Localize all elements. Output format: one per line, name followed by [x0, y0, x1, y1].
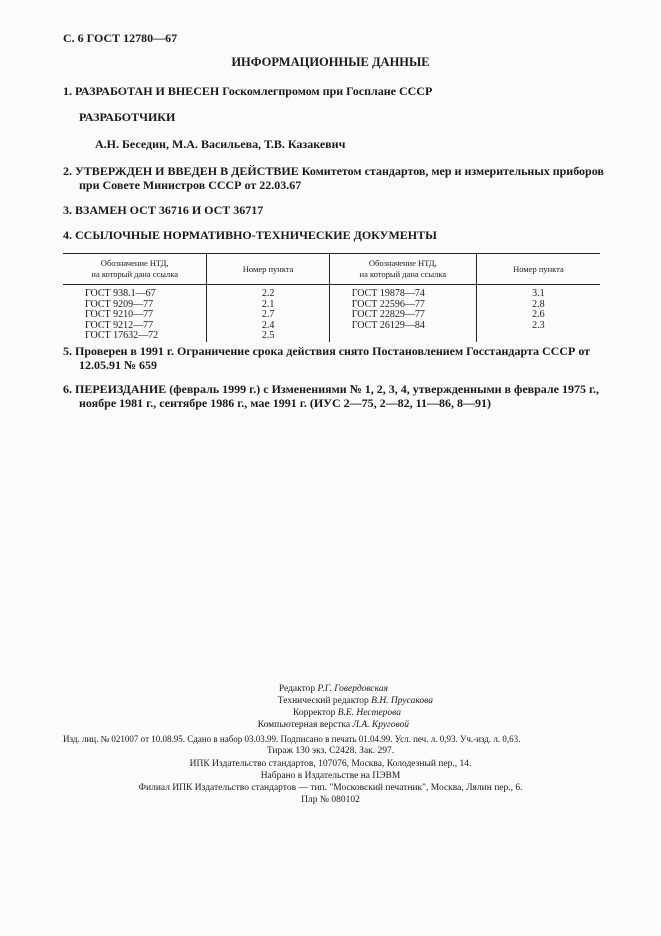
colophon-line5: Филиал ИПК Издательство стандартов — тип. "Московский печатник", Москва, Лялин пер., 6. [138, 783, 523, 793]
section-2 [63, 164, 604, 179]
table-header-doc-left-line2: на который дана ссылка [91, 269, 178, 279]
credit-tech-editor [278, 696, 433, 706]
table-col-items-left [207, 285, 329, 342]
table-cell: ГОСТ 19878—74 [351, 288, 425, 299]
colophon-line3: ИПК Издательство стандартов, 107076, Москва, Колодезный пер., 14. [189, 759, 472, 769]
section-4-number: 4. [63, 228, 72, 242]
colophon-line2: Тираж 130 экз. С2428. Зак. 297. [266, 746, 395, 756]
table-cell: ГОСТ 26129—84 [351, 319, 425, 331]
credit-name: В.Н. Прусакова [371, 696, 433, 706]
section-6-line2: ноябре 1981 г., сентябре 1986 г., мае 1991 г. (ИУС 2—75, 2—82, 11—86, 8—91) [79, 396, 491, 410]
table-col-items-right [476, 285, 600, 342]
table-cell: 2.6 [532, 309, 545, 320]
section-5-line1: Проверен в 1991 г. Ограничение срока действия снято Постановлением Госстандарта СССР от [75, 344, 591, 358]
table-header-item-right: Номер пункта [476, 254, 600, 285]
credit-name: Р.Г. Говердовская [317, 684, 388, 694]
table-col-docs-left [63, 285, 207, 342]
credit-editor [279, 684, 388, 694]
credit-role: Редактор [278, 684, 318, 694]
section-5-line2: 12.05.91 № 659 [79, 358, 158, 372]
section-2-text: Комитетом стандартов, мер и измерительных приборов [298, 164, 604, 178]
table-cell: ГОСТ 938.1—67 [85, 288, 156, 299]
credit-name: В.Е. Нестерова [337, 708, 401, 718]
table-cell: ГОСТ 17632—72 [85, 330, 159, 341]
table-header-item-left: Номер пункта [207, 254, 329, 285]
document-title: ИНФОРМАЦИОННЫЕ ДАННЫЕ [231, 55, 430, 69]
section-1 [63, 84, 432, 99]
section-2-heading: УТВЕРЖДЕН И ВВЕДЕН В ДЕЙСТВИЕ [75, 164, 299, 178]
table-header-doc-right-line2: на который дана ссылка [359, 269, 447, 279]
credit-role: Технический редактор [277, 696, 372, 706]
section-5-number: 5. [63, 344, 72, 358]
table-header-doc-right [329, 254, 476, 285]
table-cell: ГОСТ 22829—77 [351, 309, 425, 320]
developers-list: А.Н. Беседин, М.А. Васильева, Т.В. Казакевич [95, 137, 346, 151]
table-cell: 2.2 [261, 288, 275, 299]
section-1-text: Госкомлегпромом при Госплане СССР [219, 84, 433, 98]
table-col-docs-right [329, 285, 476, 342]
section-2-line2: при Совете Министров СССР от 22.03.67 [79, 178, 302, 192]
section-3-heading: ВЗАМЕН ОСТ 36716 И ОСТ 36717 [75, 203, 264, 217]
table-cell: 2.4 [261, 319, 275, 331]
colophon-line4: Набрано в Издательстве на ПЭВМ [260, 771, 401, 781]
table-cell: 2.7 [261, 309, 275, 320]
table-header-doc-left [63, 254, 207, 285]
section-5 [63, 344, 590, 359]
table-header-doc-right-line1: Обозначение НТД, [368, 258, 437, 268]
section-3 [63, 203, 263, 218]
section-6-line1: (февраль 1999 г.) с Изменениями № 1, 2, 3, 4, утвержденными в феврале 1975 г., [166, 382, 600, 396]
table-header-doc-left-line1: Обозначение НТД, [100, 258, 169, 268]
section-4-heading: ССЫЛОЧНЫЕ НОРМАТИВНО-ТЕХНИЧЕСКИЕ ДОКУМЕНТЫ [75, 228, 437, 242]
colophon-line6: Плр № 080102 [301, 795, 360, 805]
credit-name: Л.А. Круговой [352, 720, 409, 730]
credit-layout [258, 720, 409, 730]
credit-role: Корректор [292, 708, 338, 718]
section-3-number: 3. [63, 203, 72, 217]
section-6 [63, 382, 599, 397]
developers-heading: РАЗРАБОТЧИКИ [79, 110, 176, 124]
table-cell: ГОСТ 9209—77 [85, 298, 154, 310]
section-6-heading: ПЕРЕИЗДАНИЕ [75, 382, 167, 396]
reference-table [63, 253, 600, 342]
table-cell: 2.3 [532, 319, 545, 331]
table-cell: ГОСТ 22596—77 [351, 298, 425, 310]
section-4 [63, 228, 437, 243]
section-2-number: 2. [63, 164, 72, 178]
credit-corrector [293, 708, 401, 718]
table-cell: ГОСТ 9210—77 [85, 309, 154, 320]
table-cell: 3.1 [532, 288, 545, 299]
section-6-number: 6. [63, 382, 72, 396]
section-1-number: 1. [63, 84, 72, 98]
page-header: С. 6 ГОСТ 12780—67 [63, 31, 178, 45]
table-cell: 2.8 [532, 298, 545, 310]
section-1-heading: РАЗРАБОТАН И ВНЕСЕН [75, 84, 220, 98]
table-cell: ГОСТ 9212—77 [85, 319, 154, 331]
table-cell: 2.1 [261, 298, 275, 310]
credit-role: Компьютерная верстка [257, 720, 353, 730]
colophon-line1: Изд. лиц. № 021007 от 10.08.95. Сдано в набор 03.03.99. Подписано в печать 01.04.99. Усл. печ. л. 0,93. Уч.-изд. л. 0,63. [63, 734, 521, 744]
table-cell: 2.5 [261, 330, 275, 341]
